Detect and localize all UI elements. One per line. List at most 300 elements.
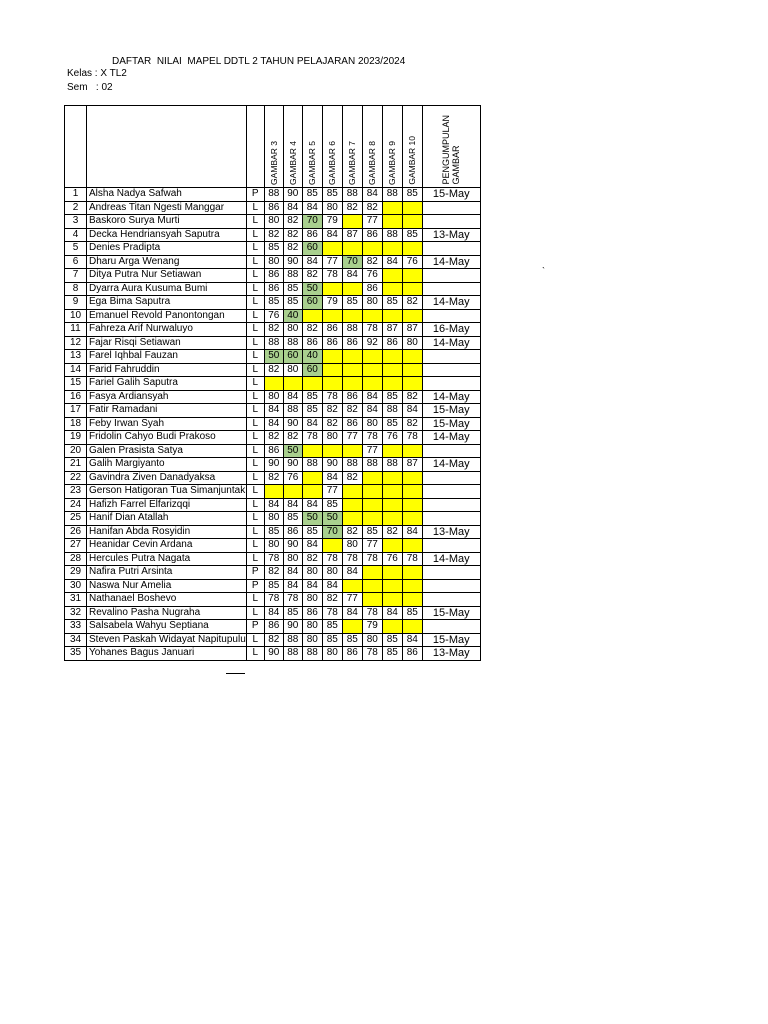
score-cell: 82 bbox=[402, 417, 422, 431]
score-cell: 80 bbox=[322, 566, 342, 580]
score-cell: 87 bbox=[342, 228, 362, 242]
score-cell: 84 bbox=[283, 498, 302, 512]
score-cell: 90 bbox=[283, 417, 302, 431]
score-cell bbox=[402, 201, 422, 215]
score-cell bbox=[342, 282, 362, 296]
table-row bbox=[65, 336, 481, 350]
table-row bbox=[65, 579, 481, 593]
table-row bbox=[65, 201, 481, 215]
score-cell bbox=[342, 485, 362, 499]
submission-date bbox=[422, 444, 480, 458]
submission-date: 14-May bbox=[422, 336, 480, 350]
score-cell bbox=[302, 309, 322, 323]
column-label: GAMBAR 7 bbox=[347, 141, 358, 185]
row-number: 3 bbox=[65, 215, 87, 229]
score-cell: 84 bbox=[283, 390, 302, 404]
score-cell: 84 bbox=[302, 417, 322, 431]
score-cell: 50 bbox=[322, 512, 342, 526]
header-gambar-6 bbox=[322, 106, 342, 188]
score-cell: 82 bbox=[264, 323, 283, 337]
submission-date: 13-May bbox=[422, 647, 480, 661]
score-cell: 85 bbox=[264, 242, 283, 256]
score-cell bbox=[264, 485, 283, 499]
header-gambar-3 bbox=[264, 106, 283, 188]
score-cell: 86 bbox=[382, 336, 402, 350]
score-cell: 85 bbox=[302, 188, 322, 202]
row-number: 8 bbox=[65, 282, 87, 296]
student-name: Steven Paskah Widayat Napitupulu bbox=[87, 633, 247, 647]
student-name: Gerson Hatigoran Tua Simanjuntak bbox=[87, 485, 247, 499]
score-cell: 85 bbox=[283, 296, 302, 310]
score-cell: 88 bbox=[283, 269, 302, 283]
score-cell: 88 bbox=[264, 336, 283, 350]
student-name: Hanifan Abda Rosyidin bbox=[87, 525, 247, 539]
score-cell: 87 bbox=[382, 323, 402, 337]
score-cell: 82 bbox=[302, 269, 322, 283]
score-cell bbox=[402, 512, 422, 526]
score-cell: 86 bbox=[264, 269, 283, 283]
score-cell: 85 bbox=[283, 512, 302, 526]
submission-date bbox=[422, 471, 480, 485]
score-cell bbox=[362, 593, 382, 607]
score-cell: 84 bbox=[302, 255, 322, 269]
score-cell bbox=[322, 539, 342, 553]
score-cell: 86 bbox=[342, 390, 362, 404]
row-number: 28 bbox=[65, 552, 87, 566]
score-cell: 82 bbox=[283, 431, 302, 445]
score-cell: 84 bbox=[402, 633, 422, 647]
score-cell: 88 bbox=[264, 188, 283, 202]
row-number: 4 bbox=[65, 228, 87, 242]
score-cell: 60 bbox=[302, 363, 322, 377]
student-name: Fridolin Cahyo Budi Prakoso bbox=[87, 431, 247, 445]
score-cell: 88 bbox=[342, 323, 362, 337]
score-cell: 90 bbox=[264, 458, 283, 472]
score-cell bbox=[402, 269, 422, 283]
score-cell: 84 bbox=[362, 188, 382, 202]
student-sex: L bbox=[246, 282, 264, 296]
score-cell: 78 bbox=[362, 647, 382, 661]
semester-label: Sem : 02 bbox=[67, 82, 113, 93]
score-cell: 70 bbox=[342, 255, 362, 269]
student-name: Dyarra Aura Kusuma Bumi bbox=[87, 282, 247, 296]
table-row bbox=[65, 255, 481, 269]
score-cell: 80 bbox=[264, 255, 283, 269]
score-cell: 82 bbox=[283, 228, 302, 242]
student-sex: L bbox=[246, 323, 264, 337]
score-cell: 85 bbox=[264, 525, 283, 539]
table-row bbox=[65, 309, 481, 323]
submission-date: 15-May bbox=[422, 606, 480, 620]
header-gambar-5 bbox=[302, 106, 322, 188]
row-number: 2 bbox=[65, 201, 87, 215]
score-cell: 82 bbox=[342, 404, 362, 418]
score-cell: 78 bbox=[322, 390, 342, 404]
score-cell bbox=[342, 242, 362, 256]
score-cell: 85 bbox=[382, 390, 402, 404]
score-cell: 85 bbox=[322, 620, 342, 634]
student-sex: L bbox=[246, 552, 264, 566]
row-number: 29 bbox=[65, 566, 87, 580]
student-name: Andreas Titan Ngesti Manggar bbox=[87, 201, 247, 215]
stray-mark: ` bbox=[542, 266, 545, 276]
submission-date bbox=[422, 498, 480, 512]
table-row bbox=[65, 404, 481, 418]
header-gambar-8 bbox=[362, 106, 382, 188]
table-row bbox=[65, 431, 481, 445]
table-row bbox=[65, 498, 481, 512]
submission-date bbox=[422, 215, 480, 229]
row-number: 17 bbox=[65, 404, 87, 418]
score-cell bbox=[402, 215, 422, 229]
student-sex: L bbox=[246, 512, 264, 526]
header-gambar-7 bbox=[342, 106, 362, 188]
score-cell: 86 bbox=[362, 228, 382, 242]
score-cell: 78 bbox=[322, 606, 342, 620]
score-cell: 90 bbox=[283, 188, 302, 202]
score-cell: 82 bbox=[362, 201, 382, 215]
score-cell: 90 bbox=[283, 255, 302, 269]
score-cell bbox=[362, 498, 382, 512]
student-sex: L bbox=[246, 215, 264, 229]
score-cell bbox=[402, 363, 422, 377]
student-name: Revalino Pasha Nugraha bbox=[87, 606, 247, 620]
student-sex: L bbox=[246, 309, 264, 323]
submission-date bbox=[422, 377, 480, 391]
student-name: Heanidar Cevin Ardana bbox=[87, 539, 247, 553]
score-cell: 84 bbox=[342, 606, 362, 620]
table-row bbox=[65, 323, 481, 337]
score-cell: 85 bbox=[322, 633, 342, 647]
student-name: Hafizh Farrel Elfarizqqi bbox=[87, 498, 247, 512]
submission-date: 15-May bbox=[422, 404, 480, 418]
score-cell bbox=[322, 242, 342, 256]
table-row bbox=[65, 377, 481, 391]
score-cell: 86 bbox=[264, 620, 283, 634]
table-row bbox=[65, 363, 481, 377]
score-cell: 88 bbox=[382, 404, 402, 418]
table-row bbox=[65, 606, 481, 620]
score-cell: 78 bbox=[402, 552, 422, 566]
score-cell bbox=[302, 377, 322, 391]
score-cell: 85 bbox=[382, 417, 402, 431]
score-cell: 60 bbox=[283, 350, 302, 364]
submission-date bbox=[422, 512, 480, 526]
score-cell: 82 bbox=[264, 633, 283, 647]
table-row bbox=[65, 512, 481, 526]
submission-date: 14-May bbox=[422, 296, 480, 310]
score-cell: 92 bbox=[362, 336, 382, 350]
score-cell: 84 bbox=[302, 579, 322, 593]
score-cell: 84 bbox=[264, 404, 283, 418]
score-cell: 86 bbox=[342, 647, 362, 661]
score-cell: 60 bbox=[302, 242, 322, 256]
score-cell: 86 bbox=[342, 417, 362, 431]
score-cell: 84 bbox=[362, 404, 382, 418]
table-row bbox=[65, 593, 481, 607]
row-number: 26 bbox=[65, 525, 87, 539]
student-name: Salsabela Wahyu Septiana bbox=[87, 620, 247, 634]
score-cell bbox=[302, 444, 322, 458]
score-cell: 86 bbox=[283, 525, 302, 539]
score-cell: 78 bbox=[402, 431, 422, 445]
score-cell bbox=[402, 377, 422, 391]
student-sex: L bbox=[246, 296, 264, 310]
student-sex: L bbox=[246, 539, 264, 553]
student-sex: L bbox=[246, 390, 264, 404]
student-name: Nafira Putri Arsinta bbox=[87, 566, 247, 580]
score-cell bbox=[362, 350, 382, 364]
row-number: 30 bbox=[65, 579, 87, 593]
student-sex: P bbox=[246, 620, 264, 634]
column-label: GAMBAR 10 bbox=[407, 136, 418, 185]
score-cell: 50 bbox=[264, 350, 283, 364]
student-name: Galen Prasista Satya bbox=[87, 444, 247, 458]
student-name: Dharu Arga Wenang bbox=[87, 255, 247, 269]
submission-date bbox=[422, 242, 480, 256]
score-cell bbox=[264, 377, 283, 391]
score-cell: 80 bbox=[283, 552, 302, 566]
score-cell: 82 bbox=[342, 525, 362, 539]
score-cell: 82 bbox=[264, 228, 283, 242]
submission-date bbox=[422, 309, 480, 323]
score-cell bbox=[382, 215, 402, 229]
table-row bbox=[65, 228, 481, 242]
score-cell: 90 bbox=[283, 620, 302, 634]
row-number: 24 bbox=[65, 498, 87, 512]
student-sex: L bbox=[246, 431, 264, 445]
student-sex: L bbox=[246, 525, 264, 539]
submission-date bbox=[422, 579, 480, 593]
score-cell: 87 bbox=[402, 458, 422, 472]
score-cell bbox=[342, 579, 362, 593]
score-cell: 80 bbox=[264, 390, 283, 404]
score-cell: 78 bbox=[362, 323, 382, 337]
student-name: Gavindra Ziven Danadyaksa bbox=[87, 471, 247, 485]
student-name: Fatir Ramadani bbox=[87, 404, 247, 418]
score-cell: 76 bbox=[402, 255, 422, 269]
score-cell: 78 bbox=[264, 552, 283, 566]
score-cell: 80 bbox=[264, 512, 283, 526]
score-cell: 85 bbox=[302, 404, 322, 418]
student-sex: L bbox=[246, 404, 264, 418]
score-cell: 85 bbox=[382, 296, 402, 310]
table-row bbox=[65, 296, 481, 310]
table-row bbox=[65, 282, 481, 296]
row-number: 20 bbox=[65, 444, 87, 458]
row-number: 10 bbox=[65, 309, 87, 323]
score-cell: 88 bbox=[283, 404, 302, 418]
score-cell: 78 bbox=[264, 593, 283, 607]
column-label: GAMBAR 5 bbox=[307, 141, 318, 185]
score-cell bbox=[382, 471, 402, 485]
student-sex: L bbox=[246, 350, 264, 364]
score-cell: 88 bbox=[382, 458, 402, 472]
score-cell bbox=[342, 620, 362, 634]
row-number: 22 bbox=[65, 471, 87, 485]
score-cell: 86 bbox=[342, 336, 362, 350]
submission-date: 14-May bbox=[422, 255, 480, 269]
score-cell: 85 bbox=[264, 296, 283, 310]
score-cell: 80 bbox=[302, 633, 322, 647]
submission-date bbox=[422, 350, 480, 364]
header-gambar-9 bbox=[382, 106, 402, 188]
header-gambar-4 bbox=[283, 106, 302, 188]
score-cell: 82 bbox=[264, 566, 283, 580]
score-cell: 85 bbox=[402, 188, 422, 202]
score-cell: 82 bbox=[283, 242, 302, 256]
student-sex: L bbox=[246, 255, 264, 269]
submission-date: 15-May bbox=[422, 417, 480, 431]
score-cell: 77 bbox=[342, 593, 362, 607]
column-label: GAMBAR 8 bbox=[367, 141, 378, 185]
score-cell: 86 bbox=[402, 647, 422, 661]
score-cell bbox=[283, 377, 302, 391]
score-cell: 78 bbox=[302, 431, 322, 445]
underline-mark bbox=[226, 673, 245, 674]
score-cell: 84 bbox=[342, 269, 362, 283]
score-cell: 77 bbox=[342, 431, 362, 445]
score-cell bbox=[382, 269, 402, 283]
score-cell: 76 bbox=[382, 431, 402, 445]
score-cell bbox=[402, 498, 422, 512]
table-row bbox=[65, 471, 481, 485]
grades-table bbox=[64, 105, 481, 661]
row-number: 21 bbox=[65, 458, 87, 472]
score-cell: 76 bbox=[264, 309, 283, 323]
submission-date: 16-May bbox=[422, 323, 480, 337]
score-cell: 79 bbox=[322, 215, 342, 229]
score-cell bbox=[382, 498, 402, 512]
score-cell: 90 bbox=[322, 458, 342, 472]
score-cell: 88 bbox=[342, 188, 362, 202]
score-cell: 85 bbox=[382, 633, 402, 647]
score-cell bbox=[362, 242, 382, 256]
table-row bbox=[65, 485, 481, 499]
score-cell bbox=[402, 242, 422, 256]
submission-date bbox=[422, 593, 480, 607]
student-name: Naswa Nur Amelia bbox=[87, 579, 247, 593]
score-cell bbox=[382, 566, 402, 580]
submission-date bbox=[422, 269, 480, 283]
score-cell bbox=[342, 215, 362, 229]
student-sex: L bbox=[246, 606, 264, 620]
submission-date: 15-May bbox=[422, 188, 480, 202]
student-name: Ega Bima Saputra bbox=[87, 296, 247, 310]
score-cell: 80 bbox=[264, 539, 283, 553]
score-cell: 80 bbox=[302, 593, 322, 607]
student-sex: L bbox=[246, 228, 264, 242]
table-row bbox=[65, 552, 481, 566]
score-cell: 85 bbox=[283, 282, 302, 296]
column-label: GAMBAR 9 bbox=[387, 141, 398, 185]
student-name: Galih Margiyanto bbox=[87, 458, 247, 472]
score-cell: 84 bbox=[402, 525, 422, 539]
score-cell: 86 bbox=[302, 606, 322, 620]
score-cell: 84 bbox=[402, 404, 422, 418]
submission-date: 13-May bbox=[422, 525, 480, 539]
score-cell: 40 bbox=[283, 309, 302, 323]
student-name: Fasya Ardiansyah bbox=[87, 390, 247, 404]
column-label: PENGUMPULAN GAMBAR bbox=[441, 115, 462, 185]
row-number: 16 bbox=[65, 390, 87, 404]
score-cell bbox=[322, 363, 342, 377]
score-cell: 85 bbox=[402, 606, 422, 620]
score-cell: 85 bbox=[322, 188, 342, 202]
score-cell: 77 bbox=[362, 215, 382, 229]
score-cell: 85 bbox=[342, 296, 362, 310]
score-cell: 86 bbox=[302, 228, 322, 242]
score-cell: 86 bbox=[264, 282, 283, 296]
score-cell: 70 bbox=[302, 215, 322, 229]
score-cell: 82 bbox=[402, 296, 422, 310]
score-cell bbox=[362, 512, 382, 526]
score-cell bbox=[283, 485, 302, 499]
row-number: 34 bbox=[65, 633, 87, 647]
score-cell: 80 bbox=[362, 633, 382, 647]
score-cell bbox=[362, 377, 382, 391]
table-row bbox=[65, 417, 481, 431]
score-cell: 86 bbox=[302, 336, 322, 350]
score-cell: 77 bbox=[362, 444, 382, 458]
table-row bbox=[65, 458, 481, 472]
row-number: 33 bbox=[65, 620, 87, 634]
score-cell: 80 bbox=[302, 620, 322, 634]
score-cell: 85 bbox=[283, 606, 302, 620]
score-cell bbox=[402, 539, 422, 553]
row-number: 15 bbox=[65, 377, 87, 391]
student-sex: L bbox=[246, 363, 264, 377]
row-number: 9 bbox=[65, 296, 87, 310]
score-cell: 80 bbox=[322, 201, 342, 215]
score-cell: 84 bbox=[283, 566, 302, 580]
class-label: Kelas : X TL2 bbox=[67, 68, 127, 79]
score-cell: 90 bbox=[283, 539, 302, 553]
score-cell: 76 bbox=[283, 471, 302, 485]
submission-date bbox=[422, 566, 480, 580]
score-cell bbox=[382, 309, 402, 323]
submission-date bbox=[422, 363, 480, 377]
student-name: Denies Pradipta bbox=[87, 242, 247, 256]
score-cell: 85 bbox=[382, 647, 402, 661]
score-cell: 84 bbox=[283, 201, 302, 215]
score-cell: 88 bbox=[283, 647, 302, 661]
submission-date: 14-May bbox=[422, 458, 480, 472]
row-number: 32 bbox=[65, 606, 87, 620]
score-cell: 80 bbox=[362, 296, 382, 310]
score-cell bbox=[402, 593, 422, 607]
score-cell bbox=[342, 363, 362, 377]
student-sex: L bbox=[246, 201, 264, 215]
submission-date: 14-May bbox=[422, 431, 480, 445]
student-name: Emanuel Revold Panontongan bbox=[87, 309, 247, 323]
score-cell: 86 bbox=[322, 323, 342, 337]
header-row bbox=[65, 106, 481, 188]
student-sex: L bbox=[246, 417, 264, 431]
score-cell bbox=[402, 471, 422, 485]
score-cell: 82 bbox=[322, 593, 342, 607]
score-cell: 82 bbox=[402, 390, 422, 404]
score-cell: 90 bbox=[264, 647, 283, 661]
score-cell: 84 bbox=[302, 201, 322, 215]
score-cell: 84 bbox=[382, 606, 402, 620]
score-cell: 84 bbox=[264, 606, 283, 620]
score-cell: 84 bbox=[264, 498, 283, 512]
score-cell: 82 bbox=[264, 431, 283, 445]
table-row bbox=[65, 620, 481, 634]
score-cell: 82 bbox=[342, 201, 362, 215]
submission-date bbox=[422, 282, 480, 296]
